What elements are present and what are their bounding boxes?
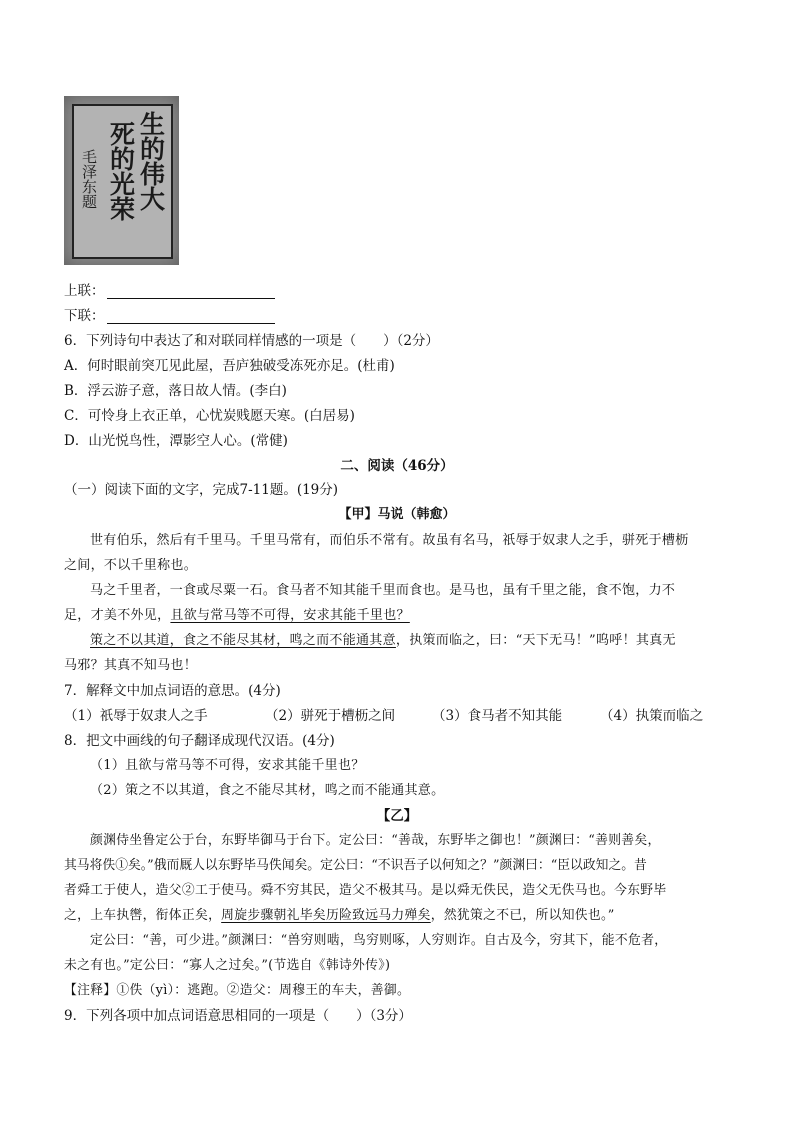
q7-item-2: （2）骈死于槽枥之间 bbox=[265, 708, 396, 724]
section-2-title: 二、阅读（46分） bbox=[340, 458, 454, 474]
calligraphy-image bbox=[64, 96, 179, 265]
yi-underlined-sentence: 周旋步骤朝礼毕矣历险致远马力殚矣 bbox=[221, 908, 431, 923]
jia-p3-line2: 马邪？其真不知马也！ bbox=[64, 658, 198, 673]
yi-p2-line1: 定公曰：“善，可少进。”颜渊曰：“兽穷则啮，鸟穷则啄，人穷则诈。自古及今，穷其下，能不危者， bbox=[90, 933, 668, 948]
q8-sentence-1: （1）且欲与常马等不可得，安求其能千里也？ bbox=[90, 758, 365, 773]
upper-couplet-blank[interactable] bbox=[107, 286, 275, 299]
yi-p1-line3: 者舜工于使人，造父②工于使马。舜不穷其民，造父不极其马。是以舜无佚民，造父无佚马也。今东野毕 bbox=[64, 883, 667, 898]
jia-underlined-sentence-2: 策之不以其道，食之不能尽其材，鸣之而不能通其意 bbox=[90, 633, 396, 648]
q8-stem: 8．把文中画线的句子翻译成现代汉语。(4分) bbox=[64, 733, 335, 749]
jia-p1-line2: 之间，不以千里称也。 bbox=[64, 558, 198, 573]
lower-couplet-label: 下联： bbox=[64, 308, 105, 324]
calligraphy-col2: 死的光荣 bbox=[110, 120, 136, 224]
yi-p1-line1: 颜渊侍坐鲁定公于台，东野毕御马于台下。定公曰：“善哉，东野毕之御也！”颜渊曰：“善则善矣， bbox=[90, 833, 661, 848]
yi-title: 【乙】 bbox=[376, 808, 418, 824]
jia-p3-line1 bbox=[90, 629, 676, 648]
yi-p2-line2: 未之有也。”定公曰：“寡人之过矣。”(节选自《韩诗外传》) bbox=[64, 958, 391, 973]
jia-p3-text: ，执策而临之，曰：“天下无马！”呜呼！其真无 bbox=[395, 633, 676, 648]
yi-note: 【注释】①佚（yì）：逃跑。②造父：周穆王的车夫，善御。 bbox=[64, 983, 411, 998]
jia-p2-text: 足，才美不外见， bbox=[64, 608, 171, 623]
lower-couplet-line bbox=[64, 304, 275, 324]
calligraphy-col1: 生的伟大 bbox=[140, 110, 166, 214]
calligraphy-signature: 毛泽东题 bbox=[82, 148, 98, 211]
jia-p2-line1: 马之千里者，一食或尽粟一石。食马者不知其能千里而食也。是马也，虽有千里之能，食不饱，力不 bbox=[90, 583, 676, 598]
jia-underlined-sentence-1: 且欲与常马等不可得，安求其能千里也？ bbox=[170, 608, 410, 623]
q6-stem: 6．下列诗句中表达了和对联同样情感的一项是（ ）（2分） bbox=[64, 333, 439, 349]
jia-title: 【甲】马说（韩愈） bbox=[338, 507, 456, 522]
q9-stem: 9．下列各项中加点词语意思相同的一项是（ ）（3分） bbox=[64, 1008, 412, 1024]
jia-p2-line2 bbox=[64, 604, 410, 623]
q6-option-d: D．山光悦鸟性，潭影空人心。(常健) bbox=[64, 433, 288, 449]
jia-p1-line1: 世有伯乐，然后有千里马。千里马常有，而伯乐不常有。故虽有名马，祇辱于奴隶人之手，骈死于槽枥 bbox=[90, 533, 689, 548]
upper-couplet-line bbox=[64, 279, 275, 299]
yi-p1-line2: 其马将佚①矣。”俄而厩人以东野毕马佚闻矣。定公曰：“不识吾子以何知之？”颜渊曰：“臣以政知之。昔 bbox=[64, 858, 647, 873]
q6-option-a: A．何时眼前突兀见此屋，吾庐独破受冻死亦足。(杜甫) bbox=[64, 358, 395, 374]
q8-sentence-2: （2）策之不以其道，食之不能尽其材，鸣之而不能通其意。 bbox=[90, 783, 445, 798]
q6-option-c: C．可怜身上衣正单，心忧炭贱愿天寒。(白居易) bbox=[64, 408, 355, 424]
section-2-intro: （一）阅读下面的文字，完成7-11题。(19分) bbox=[64, 482, 339, 498]
lower-couplet-blank[interactable] bbox=[107, 311, 275, 324]
calligraphy-frame bbox=[72, 104, 173, 259]
yi-p1-text-b: ，然犹策之不已，所以知佚也。” bbox=[430, 908, 615, 923]
yi-p1-text-a: 之，上车执辔，衔体正矣， bbox=[64, 908, 222, 923]
upper-couplet-label: 上联： bbox=[64, 283, 105, 299]
q7-item-3: （3）食马者不知其能 bbox=[432, 708, 563, 724]
q7-item-4: （4）执策而临之 bbox=[600, 708, 704, 724]
q7-item-1: （1）祇辱于奴隶人之手 bbox=[64, 708, 208, 724]
q7-stem: 7．解释文中加点词语的意思。(4分) bbox=[64, 683, 281, 699]
yi-p1-line4 bbox=[64, 904, 615, 923]
q6-option-b: B．浮云游子意，落日故人情。(李白) bbox=[64, 383, 287, 399]
